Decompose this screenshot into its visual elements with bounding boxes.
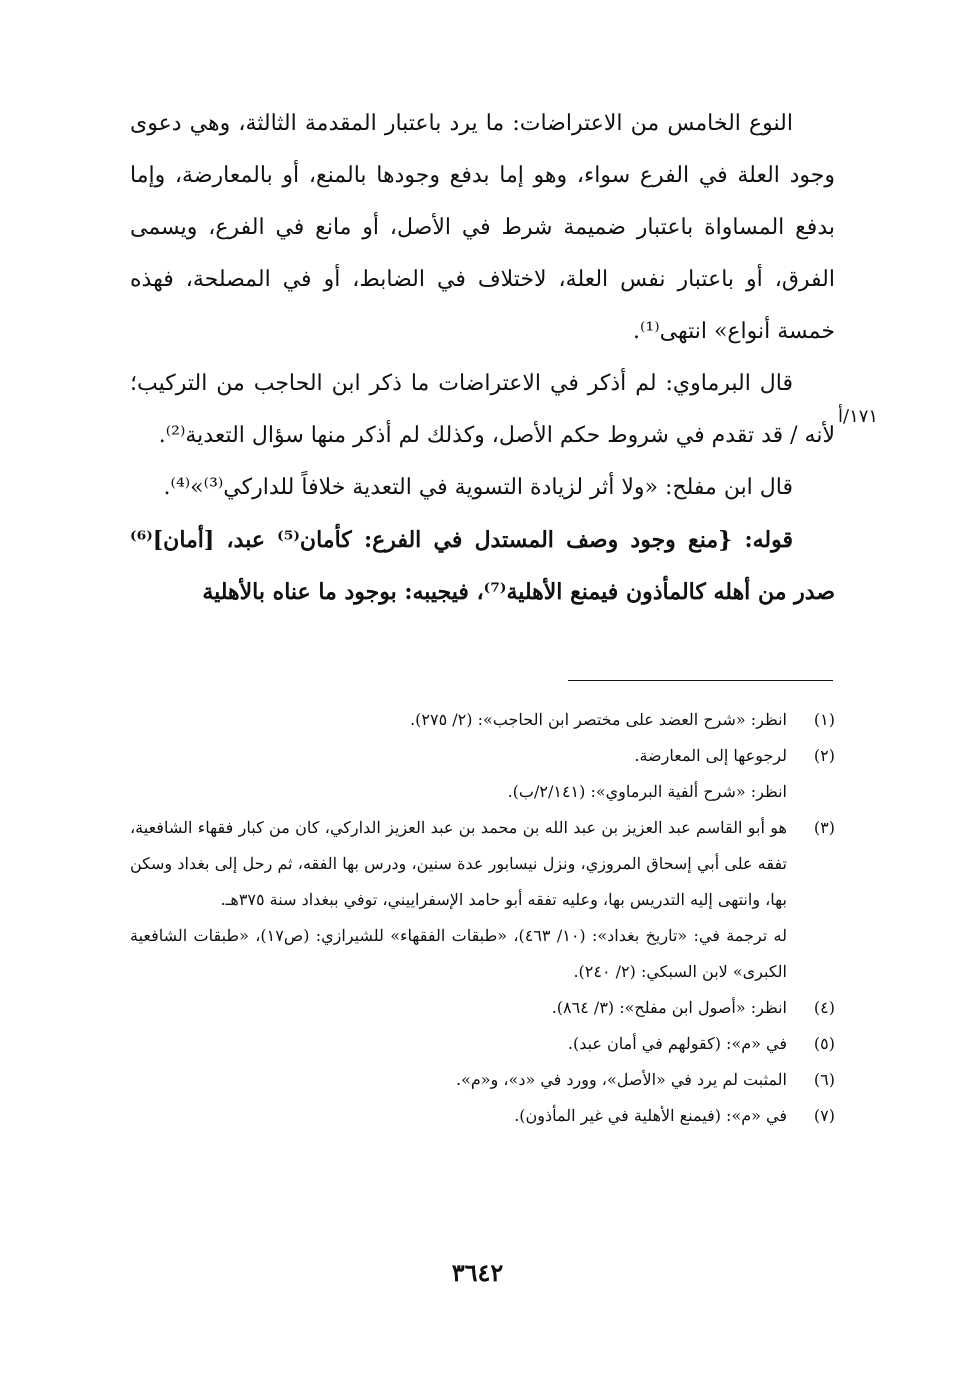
paragraph-1: النوع الخامس من الاعتراضات: ما يرد باعتبار المقدمة الثالثة، وهي دعوى وجود العلة في الفرع سواء، وهو إما بدفع وجودها بالمنع، أو بالمعارضة، وإما بدفع المساواة باعتبار ضميمة شرط في الأصل، أو مانع في الفرع، ويسمى الفرق، أو باعتبار نفس العلة، لاختلاف في الضابط، أو في المصلحة، فهذه خمسة أنواع» انتهى⁽¹⁾. bbox=[130, 111, 835, 344]
footnote-number: (٧) bbox=[813, 1106, 835, 1125]
footnote-7 bbox=[130, 1098, 835, 1134]
footnote-3-continuation: له ترجمة في: «تاريخ بغداد»: (١٠/ ٤٦٣)، «طبقات الفقهاء» للشيرازي: (ص١٧)، «طبقات الشافعية الكبرى» لابن السبكي: (٢/ ٢٤٠). bbox=[130, 926, 787, 981]
footnote-number: (٦) bbox=[813, 1070, 835, 1089]
footnote-2-continuation: انظر: «شرح ألفية البرماوي»: (٢/١٤١/ب). bbox=[507, 782, 787, 801]
footnote-number: (٤) bbox=[813, 998, 835, 1017]
paragraph-4: قوله: {منع وجود وصف المستدل في الفرع: كأمان⁽⁵⁾ عبد، [أمان]⁽⁶⁾ صدر من أهله كالمأذون فيمنع الأهلية⁽⁷⁾، فيجيبه: بوجود ما عناه بالأهلية bbox=[130, 527, 835, 605]
footnotes bbox=[130, 702, 835, 1134]
footnote-3 bbox=[130, 810, 835, 918]
footnote-text: لرجوعها إلى المعارضة. bbox=[634, 746, 787, 765]
footnote-1 bbox=[130, 702, 835, 738]
footnote-separator bbox=[568, 680, 833, 681]
footnote-number: (١) bbox=[813, 710, 835, 729]
footnote-text: انظر: «أصول ابن مفلح»: (٣/ ٨٦٤). bbox=[551, 998, 787, 1017]
footnote-number: (٢) bbox=[813, 746, 835, 765]
footnote-2 bbox=[130, 738, 835, 774]
footnote-number: (٣) bbox=[813, 818, 835, 837]
footnote-4 bbox=[130, 990, 835, 1026]
main-text bbox=[130, 98, 835, 618]
paragraph-2: قال البرماوي: لم أذكر في الاعتراضات ما ذكر ابن الحاجب من التركيب؛ لأنه / قد تقدم في شروط حكم الأصل، وكذلك لم أذكر منها سؤال التعدية⁽²⁾. bbox=[130, 371, 835, 448]
margin-folio-reference: ١٧١/أ bbox=[838, 406, 879, 427]
footnote-5 bbox=[130, 1026, 835, 1062]
footnote-number: (٥) bbox=[813, 1034, 835, 1053]
page-number: ٣٦٤٢ bbox=[451, 1258, 504, 1287]
paragraph-3: قال ابن مفلح: «ولا أثر لزيادة التسوية في التعدية خلافاً للداركي⁽³⁾»⁽⁴⁾. bbox=[163, 475, 793, 500]
footnote-text: المثبت لم يرد في «الأصل»، وورد في «د»، و«م». bbox=[455, 1070, 787, 1089]
footnote-text: هو أبو القاسم عبد العزيز بن عبد الله بن محمد بن عبد العزيز الداركي، كان من كبار فقهاء الشافعية، تفقه على أبي إسحاق المروزي، ونزل نيسابور عدة سنين، ودرس بها الفقه، ثم رحل إلى بغداد وسكن بها، وانتهى إليه التدريس بها، وعليه تفقه أبو حامد الإسفراييني، توفي ببغداد سنة ٣٧٥هـ. bbox=[130, 818, 787, 909]
footnote-text: في «م»: (كقولهم في أمان عبد). bbox=[567, 1034, 787, 1053]
footnote-text: انظر: «شرح العضد على مختصر ابن الحاجب»: (٢/ ٢٧٥). bbox=[410, 710, 787, 729]
footnote-text: في «م»: (فيمنع الأهلية في غير المأذون). bbox=[514, 1106, 787, 1125]
footnote-6 bbox=[130, 1062, 835, 1098]
